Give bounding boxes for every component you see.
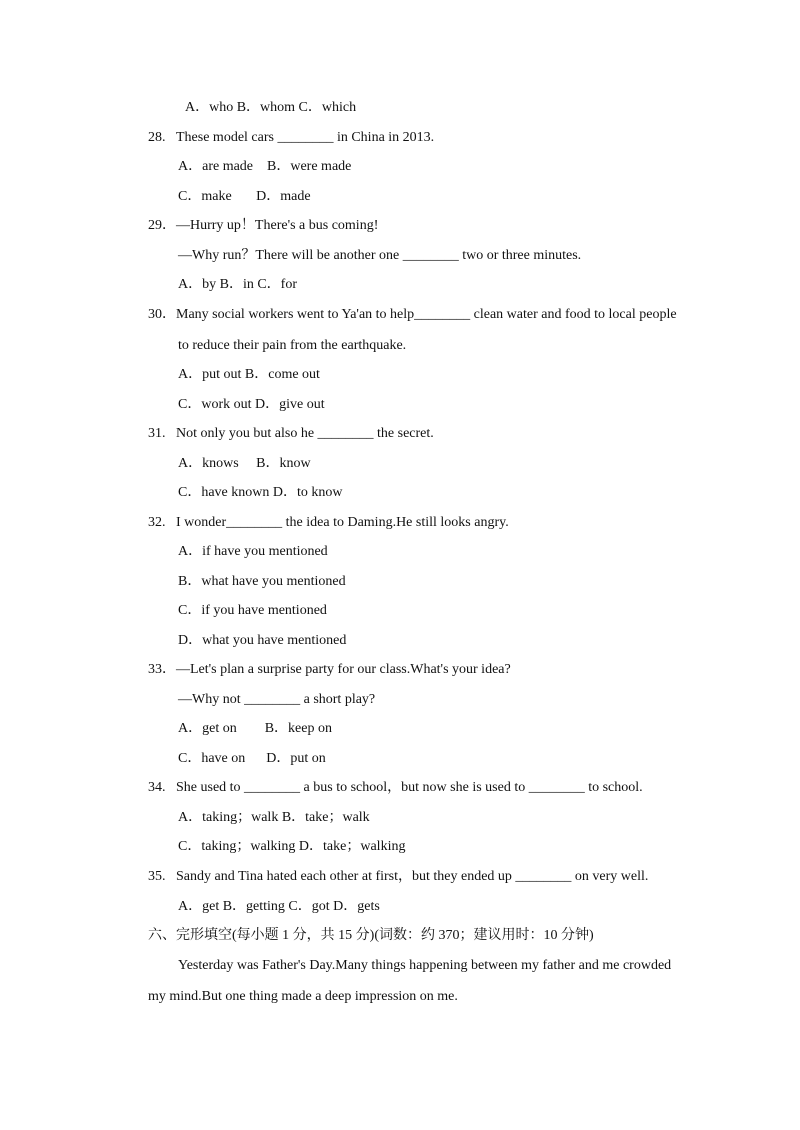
- q32-option-a: A．if have you mentioned: [178, 544, 328, 559]
- q31-stem: 31. Not only you but also he ________ the secret.: [148, 426, 434, 441]
- q34-options-cd: C．taking；walking D．take；walking: [178, 839, 406, 854]
- q33-stem-line2: —Why not ________ a short play?: [178, 692, 376, 707]
- q32-stem: 32. I wonder________ the idea to Daming.He still looks angry.: [148, 515, 509, 530]
- q35-stem: 35. Sandy and Tina hated each other at first，but they ended up ________ on very well.: [148, 869, 649, 884]
- q29-options: A．by B．in C．for: [178, 277, 297, 292]
- q33-stem: 33．—Let's plan a surprise party for our class.What's your idea?: [148, 662, 511, 677]
- q30-options-ab: A．put out B．come out: [178, 367, 320, 382]
- q34-stem: 34. She used to ________ a bus to school，but now she is used to ________ to school.: [148, 780, 643, 795]
- q32-option-b: B．what have you mentioned: [178, 574, 346, 589]
- q29-stem: 29．—Hurry up！There's a bus coming!: [148, 218, 379, 233]
- q28-options-ab: A．are made B．were made: [178, 159, 352, 174]
- q29-stem-line2: —Why run？There will be another one ________ two or three minutes.: [178, 248, 582, 263]
- q34-options-ab: A．taking；walk B．take；walk: [178, 810, 370, 825]
- q35-options: A．get B．getting C．got D．gets: [178, 899, 380, 914]
- q31-options-ab: A．knows B．know: [178, 456, 311, 471]
- q31-options-cd: C．have known D．to know: [178, 485, 343, 500]
- section-heading: 六、完形填空(每小题 1 分，共 15 分)(词数：约 370；建议用时：10 分钟): [148, 928, 594, 943]
- q30-stem-line2: to reduce their pain from the earthquake.: [178, 338, 407, 353]
- passage-line-1: Yesterday was Father's Day.Many things happening between my father and me crowded: [178, 958, 672, 973]
- q33-options-ab: A．get on B．keep on: [178, 721, 332, 736]
- q32-option-c: C．if you have mentioned: [178, 603, 327, 618]
- q30-stem: 30．Many social workers went to Ya'an to help________ clean water and food to local people: [148, 307, 677, 322]
- q28-stem: 28. These model cars ________ in China in 2013.: [148, 130, 435, 145]
- q33-options-cd: C．have on D．put on: [178, 751, 326, 766]
- passage-line-2: my mind.But one thing made a deep impression on me.: [148, 989, 458, 1004]
- q32-option-d: D．what you have mentioned: [178, 633, 347, 648]
- q30-options-cd: C．work out D．give out: [178, 397, 325, 412]
- q27-options: A．who B．whom C．which: [185, 100, 357, 115]
- q28-options-cd: C．make D．made: [178, 189, 311, 204]
